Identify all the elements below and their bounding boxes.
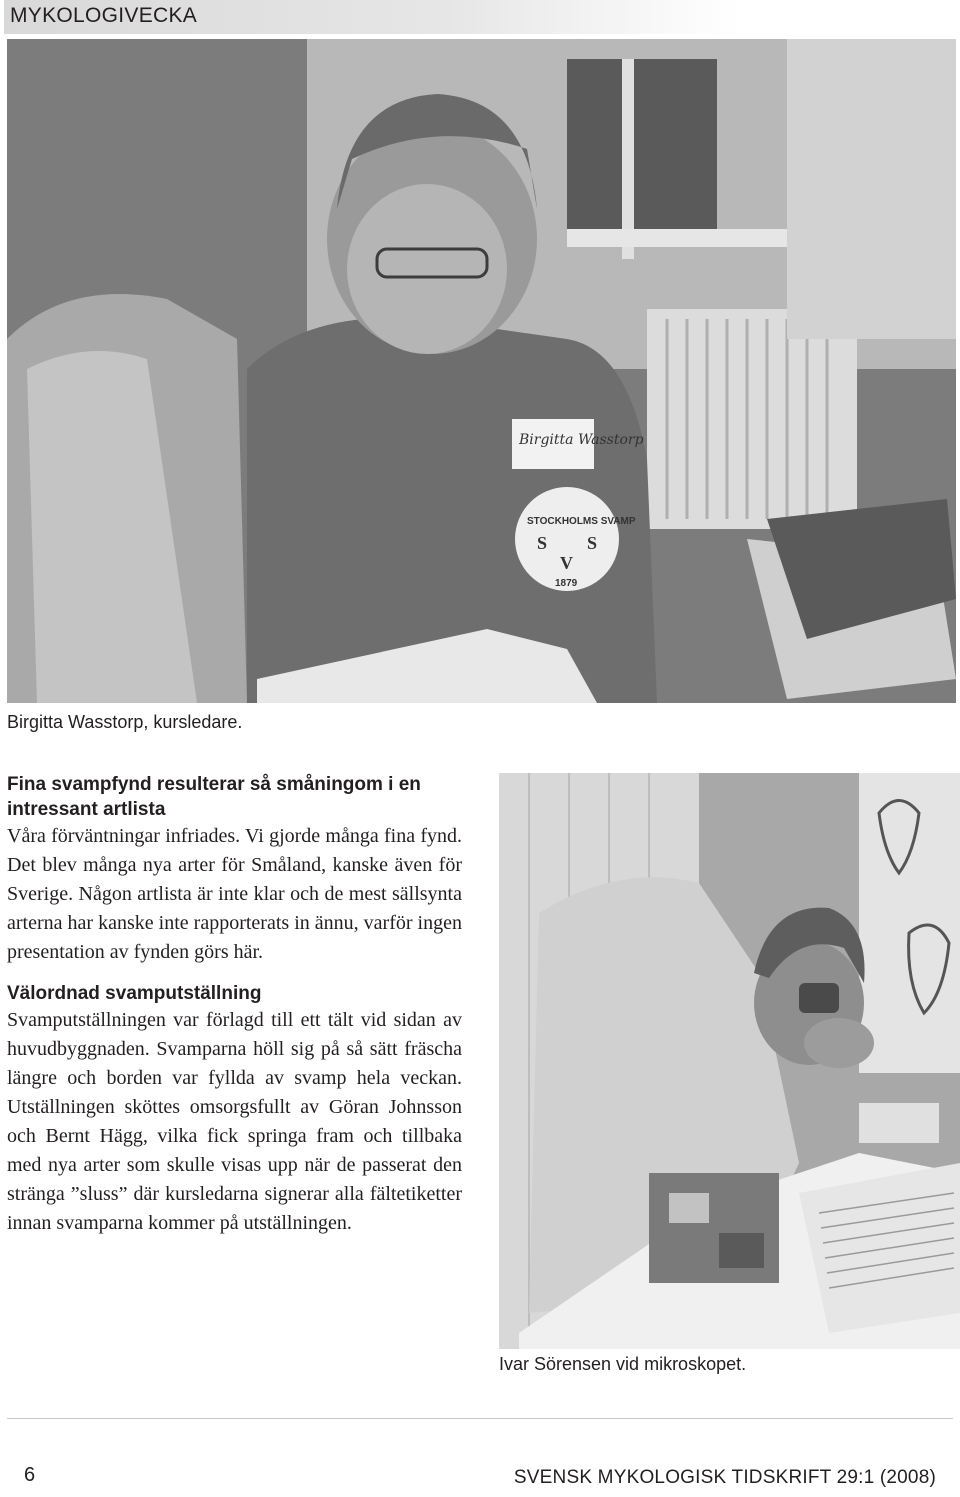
section-tag: MYKOLOGIVECKA: [10, 4, 198, 27]
photo-ivar-image: [499, 773, 960, 1349]
photo-birgitta: [7, 39, 956, 703]
badge-year: 1879: [555, 578, 578, 589]
page-number: 6: [24, 1464, 36, 1486]
section-text-svamputstallning: Svamputställningen var förlagd till ett tält vid sidan av huvudbyggnaden. Svamparna höll sig på så sätt fräscha längre och borden var fyllda av svamp hela veckan. Utställningen sköttes omsorgsfullt av Göran Johnsson och Bernt Hägg, vilka fick springa fram och tillbaka med nya arter som skulle visas upp när de passerat den stränga ”sluss” där kursledarna signerar alla fältetiketter innan svamparna kommer på utställningen.: [7, 1009, 462, 1234]
article-body: [7, 772, 462, 1238]
footer-rule: [7, 1418, 953, 1419]
photo-birgitta-image: [7, 39, 956, 703]
badge-letter-s-left: S: [537, 533, 548, 553]
badge-ring-text: STOCKHOLMS SVAMP: [527, 516, 636, 527]
badge-letter-s-right: S: [587, 533, 598, 553]
section-heading-artlista: Fina svampfynd resulterar så småningom i en intressant artlista: [7, 774, 421, 820]
photo-ivar: [499, 773, 960, 1349]
caption-bottom: Ivar Sörensen vid mikroskopet.: [499, 1354, 747, 1374]
caption-top: Birgitta Wasstorp, kursledare.: [7, 712, 243, 732]
section-text-artlista: Våra förväntningar infriades. Vi gjorde många fina fynd. Det blev många nya arter för Småland, kanske även för Sverige. Någon artlista är inte klar och de mest sällsynta arterna har kanske inte rapporterats in ännu, varför ingen presentation av fynden görs här.: [7, 825, 462, 963]
section-heading-svamputstallning: Välordnad svamputställning: [7, 983, 262, 1004]
badge-letter-v: V: [560, 553, 573, 573]
journal-name: SVENSK MYKOLOGISK TIDSKRIFT 29:1 (2008): [513, 1467, 936, 1488]
name-tag-text: Birgitta Wasstorp: [519, 432, 644, 448]
